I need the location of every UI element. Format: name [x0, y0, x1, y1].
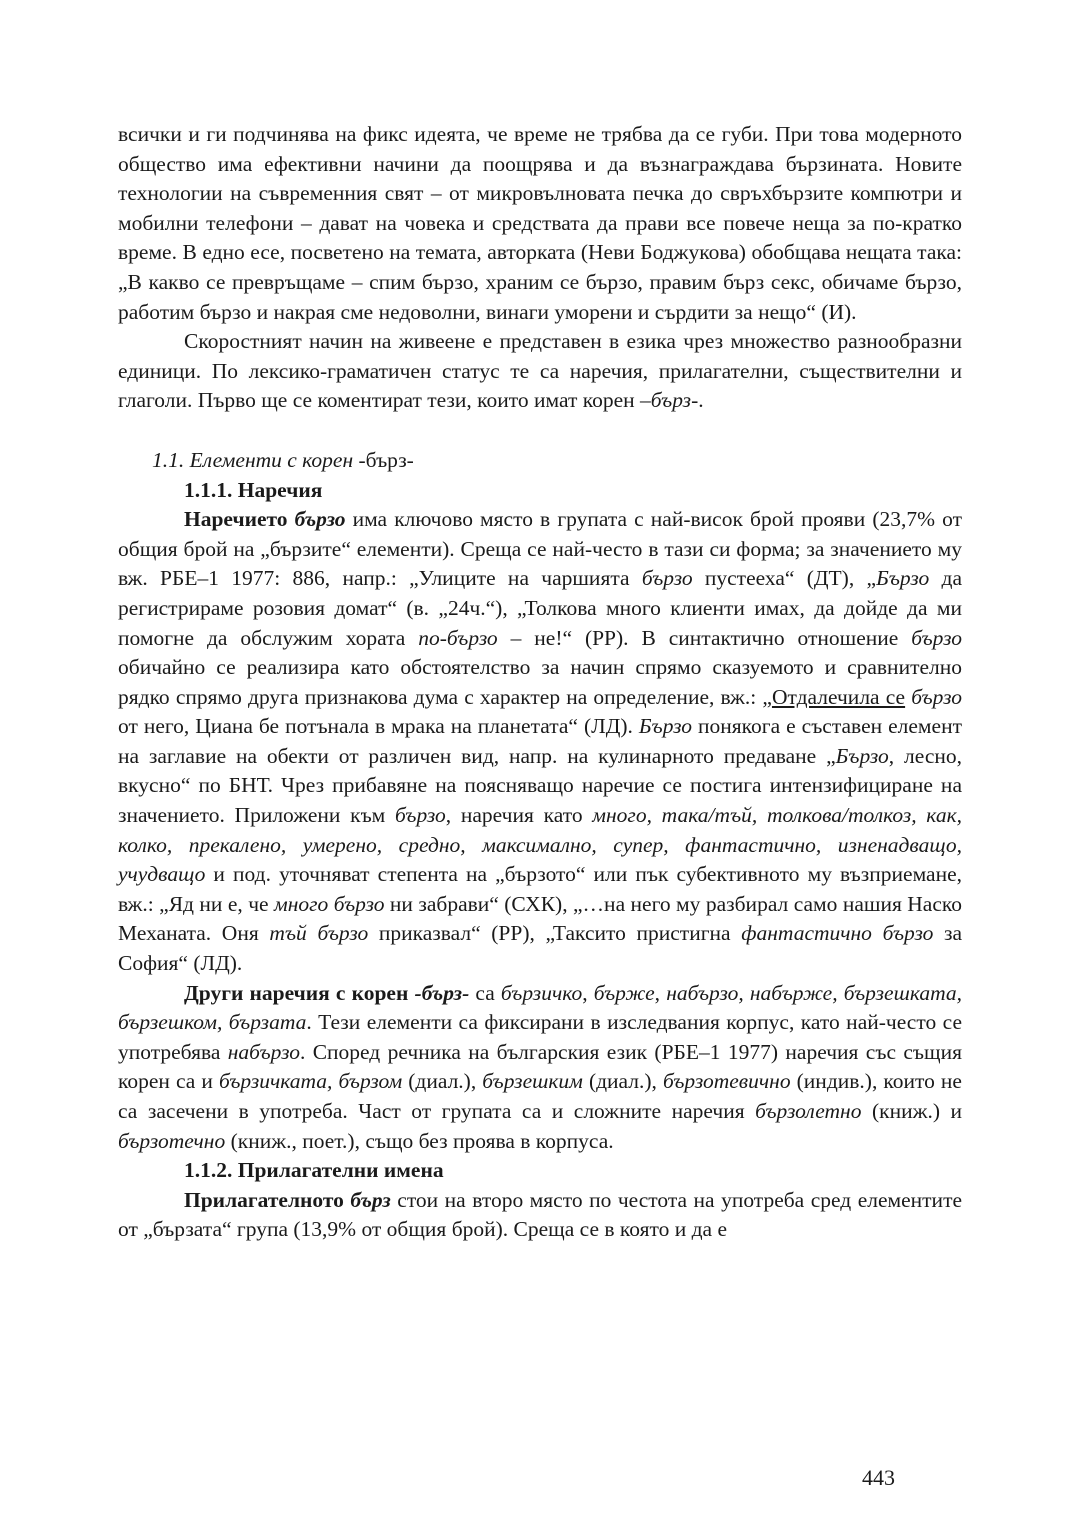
page-number: 443 [862, 1465, 895, 1490]
paragraph-5: Прилагателното бърз стои на второ място по честота на употреба сред елементите от „бързата“ група (13,9% от общия брой). Среща се в която и да е [118, 1187, 963, 1242]
section-heading-1-1-1: 1.1.1. Наречия [184, 477, 323, 502]
paragraph-1: всички и ги подчинява на фикс идеята, че време не трябва да се губи. При това модерното общество има ефективни начини да поощрява и да възнаграждава бързината. Новите технологии на съвременния свят – от микровълновата печка до свръхбързите компютри и мобилни телефони – дават на човека и средствата да прави все повече неща за по-кратко време. В едно есе, посветено на темата, авторката (Неви Боджукова) обобщава нещата така: „В какво се превръщаме – спим бързо, храним се бързо, правим бърз секс, обичаме бързо, работим бързо и накрая сме недоволни, винаги уморени и сърдити за нещо“ (И). [118, 122, 962, 324]
page-body [118, 120, 962, 1245]
section-heading-1-1: 1.1. Елементи с корен -бърз- [152, 447, 414, 472]
section-heading-1-1-2: 1.1.2. Прилагателни имена [184, 1158, 444, 1183]
paragraph-3: Наречието бързо има ключово място в групата с най-висок брой прояви (23,7% от общия брой на „бързите“ елементи). Среща се най-често в тази си форма; за значението му вж. РБЕ–1 1977: 886, напр.: „Улиците на чаршията бързо пустееха“ (ДТ), „Бързо да регистрираме розовия домат“ (в. „24ч.“), „Толкова много клиенти имах, да дойде да ми помогне да обслужим хората по-бързо – не!“ (РР). В синтактично отношение бързо обичайно се реализира като обстоятелство за начин спрямо сказуемото и сравнително рядко спрямо друга признакова дума с характер на определение, вж.: „Отдалечила се бързо от него, Циана бе потънала в мрака на планетата“ (ЛД). Бързо понякога е съставен елемент на заглавие на обекти от различен вид, напр. на кулинарното предаване „Бързо, лесно, вкусно“ по БНТ. Чрез прибавяне на поясняващо наречие се постига интензифициране на значението. Приложени към бързо, наречия като много, така/тъй, толкова/толкоз, как, колко, прекалено, умерено, средно, максимално, супер, фантастично, изненадващо, учудващо и под. уточняват степента на „бързото“ или пък субективното му възприемане, вж.: „Яд ни е, че много бързо ни забрави“ (СХК), „…на него му разбирал само нашия Наско Механата. Оня тъй бързо приказвал“ (РР), „Таксито пристигна фантастично бързо за София“ (ЛД). [118, 507, 963, 976]
paragraph-2: Скоростният начин на живеене е представен в езика чрез множество разнообразни единици. По лексико-граматичен статус те са наречия, прилагателни, съществителни и глаголи. Първо ще се коментират тези, които имат корен –бърз-. [118, 329, 962, 413]
paragraph-4: Други наречия с корен -бърз- са бързичко, бърже, набързо, набърже, бързешката, бързешком, бързата. Тези елементи са фиксирани в изследвания корпус, като най-често се употребява набързо. Според речника на българския език (РБЕ–1 1977) наречия със същия корен са и бързичката, бързом (диал.), бързешким (диал.), бързотевично (индив.), които не са засечени в употреба. Част от групата са и сложните наречия бързолетно (книж.) и бързотечно (книж., поет.), също без проява в корпуса. [118, 980, 962, 1153]
